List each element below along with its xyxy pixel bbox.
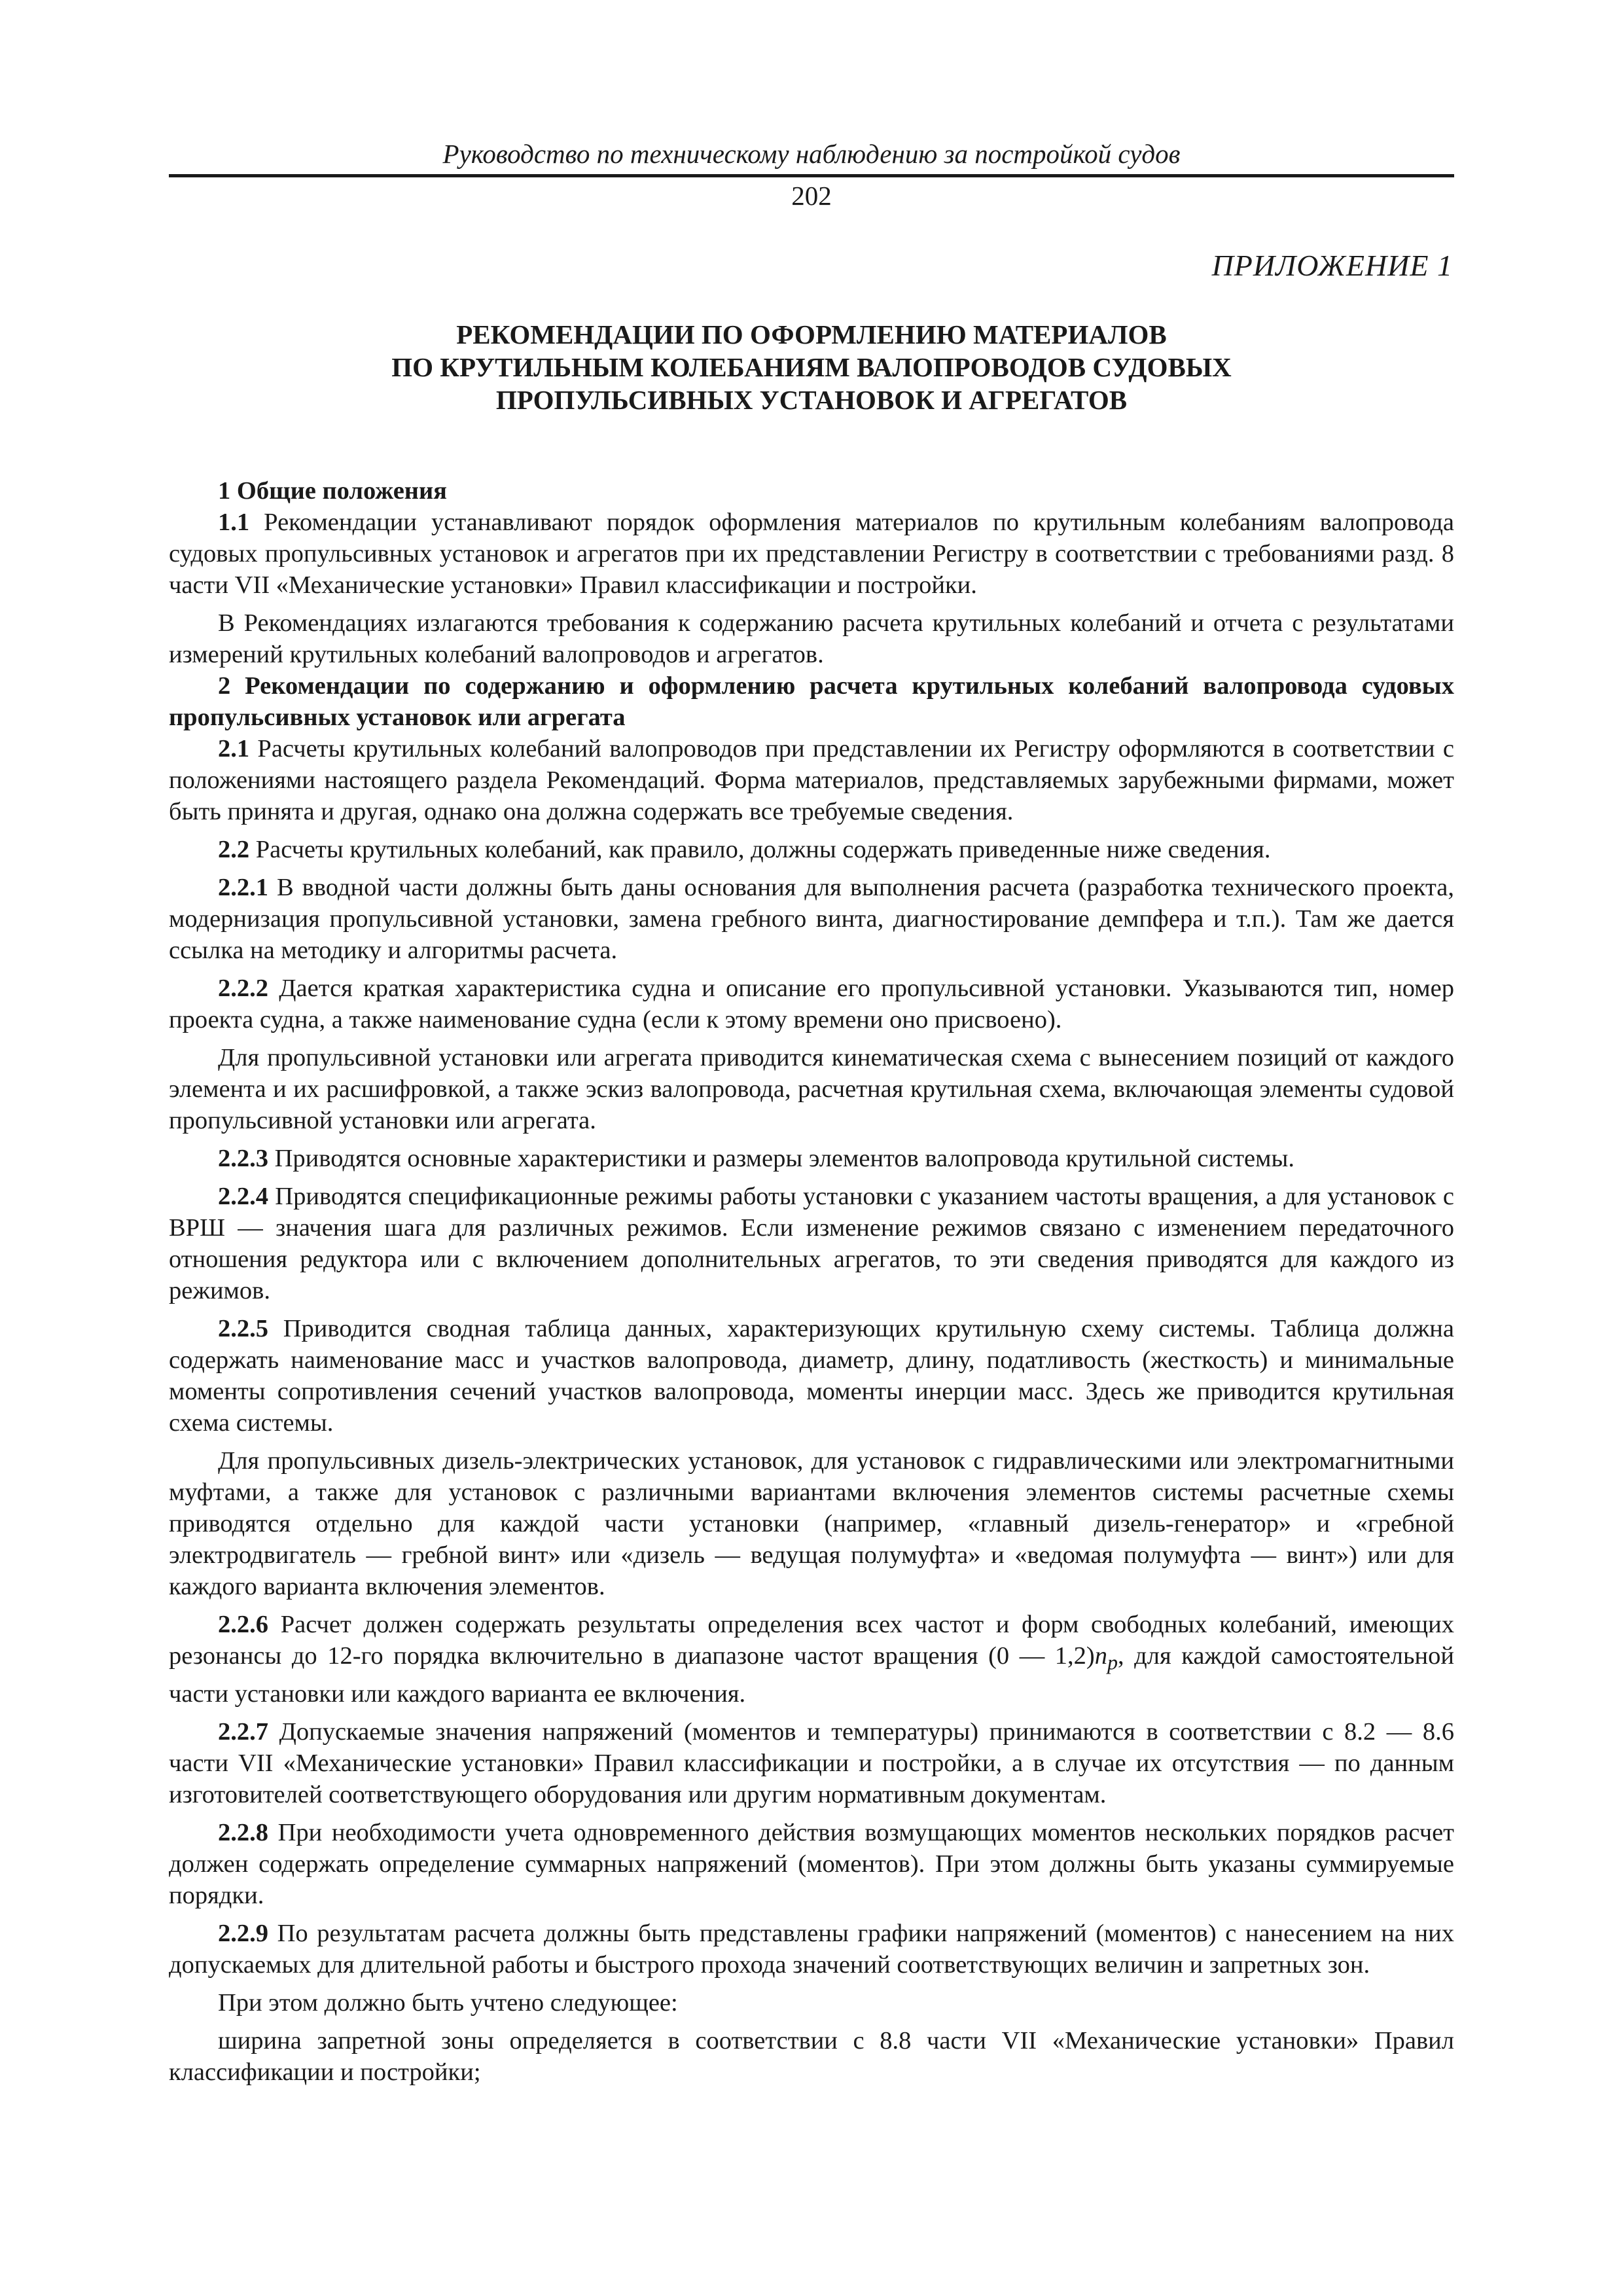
paragraph-2-2-9 [169, 1918, 1454, 1981]
title-line-3: ПРОПУЛЬСИВНЫХ УСТАНОВОК И АГРЕГАТОВ [495, 385, 1128, 415]
header-rule [169, 174, 1454, 177]
paragraph-2-2-8 [169, 1817, 1454, 1911]
clause-text: При необходимости учета одновременного действия возмущающих моментов нескольких порядков расчет должен содержать определение суммарных напряжений (моментов). При этом должны быть указаны суммируемые порядки. [169, 1818, 1454, 1909]
clause-number: 2.2.4 [218, 1183, 268, 1210]
clause-text: Дается краткая характеристика судна и описание его пропульсивной установки. Указываются тип, номер проекта судна, а также наименование судна (если к этому времени оно присвоено). [169, 975, 1454, 1033]
title-line-1: РЕКОМЕНДАЦИИ ПО ОФОРМЛЕНИЮ МАТЕРИАЛОВ [456, 319, 1167, 350]
paragraph-2-2-2 [169, 973, 1454, 1035]
clause-number: 1.1 [218, 509, 250, 536]
appendix-label: ПРИЛОЖЕНИЕ 1 [1211, 249, 1453, 282]
clause-text: Рекомендации устанавливают порядок оформления материалов по крутильным колебаниям валопровода судовых пропульсивных установок и агрегатов при их представлении Регистру в соответствии с требованиями разд. 8 части VII «Механические установки» Правил классификации и постройки. [169, 509, 1454, 599]
paragraph-2-2-4 [169, 1181, 1454, 1306]
section-2-heading: 2 Рекомендации по содержанию и оформлению расчета крутильных колебаний валопровода судовых пропульсивных установок или агрегата [169, 672, 1454, 731]
clause-text: Расчеты крутильных колебаний валопроводов при представлении их Регистру оформляются в соответствии с положениями настоящего раздела Рекомендаций. Форма материалов, представляемых зарубежными фирмами, может быть принята и другая, однако она должна содержать все требуемые сведения. [169, 735, 1454, 825]
paragraph-2-2-9-item: ширина запретной зоны определяется в соответствии с 8.8 части VII «Механические установки» Правил классификации и постройки; [169, 2026, 1454, 2086]
document-body [169, 475, 1454, 2094]
clause-text: Расчеты крутильных колебаний, как правило, должны содержать приведенные ниже сведения. [249, 836, 1271, 863]
clause-text: Допускаемые значения напряжений (моментов и температуры) принимаются в соответствии с 8.2 — 8.6 части VII «Механические установки» Правил классификации и постройки, а в случае их отсутствия — по данным изготовителей соответствующего оборудования или другим нормативным документам. [169, 1717, 1454, 1808]
paragraph-2-2-7 [169, 1716, 1454, 1810]
paragraph-2-2-6 [169, 1609, 1454, 1710]
paragraph-2-2 [169, 834, 1454, 865]
paragraph-1-1 [169, 507, 1454, 601]
paragraph-2-2-9-cont: При этом должно быть учтено следующее: [218, 1988, 678, 2017]
clause-text: Расчет должен содержать результаты определения всех частот и форм свободных колебаний, имеющих резонансы до 12-го порядка включительно в диапазоне частот вращения (0 — 1,2) [169, 1611, 1454, 1670]
clause-text: Приводится сводная таблица данных, характеризующих крутильную схему системы. Таблица должна содержать наименование масс и участков валопровода, диаметр, длину, податливость (жесткость) и минимальные моменты сопротивления сечений участков валопровода, моменты инерции масс. Здесь же приводится крутильная схема системы. [169, 1315, 1454, 1437]
page-number: 202 [791, 181, 832, 211]
paragraph-2-2-1 [169, 872, 1454, 966]
clause-text: Приводятся основные характеристики и размеры элементов валопровода крутильной системы. [268, 1145, 1294, 1172]
paragraph-2-2-5-cont: Для пропульсивных дизель-электрических установок, для установок с гидравлическими или электромагнитными муфтами, а также для установок с различными вариантами включения элементов системы расчетные схемы приводятся отдельно для каждой части установки (например, «главный дизель-генератор» и «гребной электродвигатель — гребной винт» или «дизель — ведущая полумуфта» и «ведомая полумуфта — винт») или для каждого варианта включения элементов. [169, 1447, 1454, 1600]
clause-number: 2.2.7 [218, 1717, 268, 1746]
clause-text: По результатам расчета должны быть представлены графики напряжений (моментов) с нанесением на них допускаемых для длительной работы и быстрого прохода значений соответствующих величин и запретных зон. [169, 1919, 1454, 1979]
clause-text: В вводной части должны быть даны основания для выполнения расчета (разработка технического проекта, модернизация пропульсивной установки, замена гребного винта, диагностирование демпфера и т.п.). Там же дается ссылка на методику и алгоритмы расчета. [169, 874, 1454, 964]
title-line-2: ПО КРУТИЛЬНЫМ КОЛЕБАНИЯМ ВАЛОПРОВОДОВ СУДОВЫХ [391, 352, 1232, 382]
clause-number: 2.2.9 [218, 1919, 268, 1947]
paragraph-1-1-cont: В Рекомендациях излагаются требования к содержанию расчета крутильных колебаний и отчета с результатами измерений крутильных колебаний валопроводов и агрегатов. [169, 609, 1454, 668]
clause-text: Приводятся спецификационные режимы работы установки с указанием частоты вращения, а для установок с ВРШ — значения шага для различных режимов. Если изменение режимов связано с изменением передаточного отношения редуктора или с включением дополнительных агрегатов, то эти сведения приводятся для каждого из режимов. [169, 1183, 1454, 1304]
section-1-heading: 1 Общие положения [218, 477, 447, 505]
math-variable-n: n [1094, 1642, 1107, 1670]
paragraph-2-2-3 [169, 1143, 1454, 1174]
clause-number: 2.2.2 [218, 975, 268, 1002]
clause-number: 2.1 [218, 735, 250, 762]
clause-number: 2.2.1 [218, 874, 268, 901]
clause-number: 2.2 [218, 836, 250, 863]
clause-number: 2.2.8 [218, 1818, 268, 1846]
paragraph-2-2-5 [169, 1313, 1454, 1439]
clause-text: , для каждой самостоятельной части установки или каждого варианта ее включения. [169, 1642, 1454, 1708]
document-title [196, 318, 1427, 416]
clause-number: 2.2.6 [218, 1611, 268, 1638]
clause-number: 2.2.3 [218, 1145, 268, 1172]
paragraph-2-2-2-cont: Для пропульсивной установки или агрегата приводится кинематическая схема с вынесением позиций от каждого элемента и их расшифровкой, а также эскиз валопровода, расчетная крутильная схема, включающая элементы судовой пропульсивной установки или агрегата. [169, 1044, 1454, 1134]
running-head: Руководство по техническому наблюдению за постройкой судов [442, 139, 1181, 169]
math-subscript-p: p [1107, 1650, 1118, 1674]
paragraph-2-1 [169, 733, 1454, 827]
clause-number: 2.2.5 [218, 1315, 268, 1342]
